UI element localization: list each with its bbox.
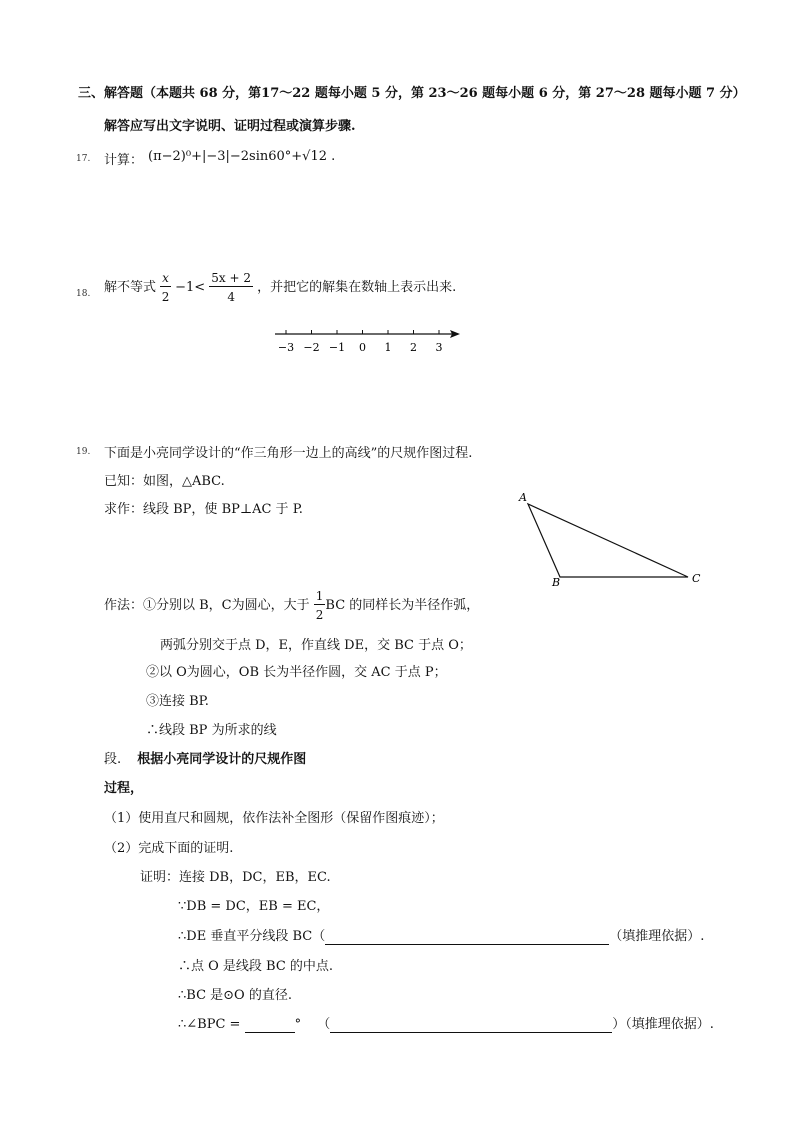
q18-fraction-left (160, 272, 171, 303)
proof-line-4: ∴点 O 是线段 BC 的中点. (178, 959, 334, 974)
reason-blank-1[interactable] (325, 929, 609, 945)
number-line-label: 1 (384, 341, 392, 354)
proof-line-6b: ° (294, 1017, 302, 1032)
q17-expression: (π−2)⁰+|−3|−2sin60°+√12 . (148, 149, 336, 164)
number-line-labels (278, 341, 443, 354)
half-num: 1 (315, 589, 324, 603)
triangle-figure (512, 488, 712, 588)
section-instruction: 解答应写出文字说明、证明过程或演算步骤. (104, 119, 356, 134)
proof-line-5: ∴BC 是⊙O 的直径. (178, 988, 292, 1003)
method-line-3: ②以 O为圆心，OB 长为半径作圆，交 AC 于点 P； (146, 665, 447, 680)
method-line-4: ③连接 BP. (146, 694, 209, 709)
part-2: （2）完成下面的证明. (104, 841, 234, 856)
proof-line-6c: （ (317, 1017, 331, 1032)
proof-line-1: 证明：连接 DB，DC，EB，EC. (140, 870, 331, 885)
method-lead: 作法：①分别以 B，C为圆心，大于 (104, 598, 310, 613)
q19-number: 19. (76, 447, 91, 457)
method-line-2: 两弧分别交于点 D，E，作直线 DE，交 BC 于点 O； (160, 638, 472, 653)
method-tail: BC 的同样长为半径作弧， (325, 598, 480, 613)
q17-prompt: 计算： (104, 153, 144, 168)
number-line-label: 2 (410, 341, 417, 354)
part-1: （1）使用直尺和圆规，依作法补全图形（保留作图痕迹）； (104, 811, 444, 826)
q18-inequality (104, 272, 456, 303)
proof-line-6a: ∴∠BPC = (178, 1017, 241, 1032)
proof-line-6d: ）（填推理依据）. (612, 1017, 714, 1032)
number-line (270, 322, 470, 358)
section-header: 三、解答题（本题共 68 分，第17～22 题每小题 5 分，第 23～26 题每小题 6 分，第 27～28 题每小题 7 分） (78, 86, 746, 101)
reason-blank-2[interactable] (330, 1017, 612, 1033)
q18-frac1-den: 2 (161, 290, 170, 304)
triangle-abc (528, 504, 688, 577)
q18-tail: ，并把它的解集在数轴上表示出来. (257, 280, 457, 295)
vertex-c-label: C (692, 572, 701, 585)
q18-frac1-num: x (162, 271, 169, 285)
method-line-6 (104, 748, 306, 767)
number-line-label: −2 (303, 341, 320, 354)
number-line-label: −1 (328, 341, 346, 354)
q18-frac2-den: 4 (227, 290, 235, 304)
half-fraction (314, 590, 326, 621)
number-line-label: −3 (277, 341, 295, 354)
q18-mid: −1< (175, 280, 206, 295)
method-line-6a: 段. (104, 752, 122, 767)
q18-number: 18. (76, 289, 91, 299)
proof-line-2: ∵DB = DC，EB = EC， (178, 899, 330, 914)
q18-frac2-num: 5x + 2 (211, 271, 252, 285)
number-line-label: 3 (435, 341, 443, 354)
q18-prompt: 解不等式 (104, 280, 157, 295)
vertex-a-label: A (519, 491, 527, 504)
angle-blank[interactable] (245, 1017, 295, 1033)
half-den: 2 (315, 608, 324, 622)
proof-line-6 (178, 1013, 714, 1033)
q18-fraction-right (209, 272, 253, 303)
number-line-label: 0 (359, 341, 366, 354)
proof-line-3 (178, 925, 704, 945)
q19-find: 求作：线段 BP，使 BP⊥AC 于 P. (104, 502, 303, 517)
method-line-6b: 根据小亮同学设计的尺规作图 (137, 752, 307, 767)
proof-line-3b: （填推理依据）. (609, 929, 705, 944)
vertex-b-label: B (552, 576, 561, 588)
method-line-5: ∴线段 BP 为所求的线 (146, 723, 277, 738)
q19-given: 已知：如图，△ABC. (104, 474, 225, 489)
proof-line-3a: ∴DE 垂直平分线段 BC（ (178, 929, 326, 944)
method-line-1 (104, 590, 479, 621)
number-line-ticks (286, 330, 439, 334)
method-line-7: 过程， (104, 781, 144, 796)
q17-number: 17. (76, 154, 91, 164)
q19-intro: 下面是小亮同学设计的“作三角形一边上的高线”的尺规作图过程. (104, 446, 473, 461)
